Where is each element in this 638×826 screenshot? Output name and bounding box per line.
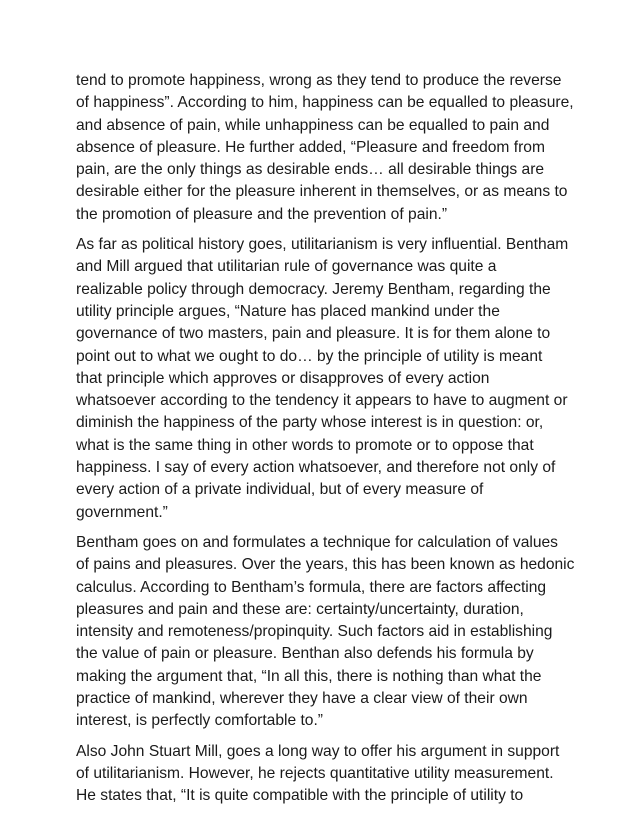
text-line: governance of two masters, pain and pleasure. It is for them alone to [76,325,551,343]
text-line: government.” [76,503,168,521]
text-line: As far as political history goes, utilitarianism is very influential. Bentham [76,236,569,254]
text-line: interest, is perfectly comfortable to.” [76,712,323,730]
text-line: pain, are the only things as desirable ends… all desirable things are [76,161,545,179]
text-line: point out to what we ought to do… by the principle of utility is meant [76,347,543,365]
paragraph-3 [76,532,575,733]
text-line: desirable either for the pleasure inherent in themselves, or as means to [76,183,568,201]
text-line: the promotion of pleasure and the prevention of pain.” [76,205,448,223]
text-line: He states that, “It is quite compatible with the principle of utility to [76,787,524,805]
text-line: realizable policy through democracy. Jeremy Bentham, regarding the [76,280,551,298]
text-line: diminish the happiness of the party whose interest is in question: or, [76,414,544,432]
text-line: tend to promote happiness, wrong as they tend to produce the reverse [76,72,562,89]
text-line: the value of pain or pleasure. Benthan also defends his formula by [76,645,534,663]
text-line: of pains and pleasures. Over the years, this has been known as hedonic [76,556,575,574]
text-line: pleasures and pain and these are: certainty/uncertainty, duration, [76,600,524,618]
text-line: of happiness”. According to him, happiness can be equalled to pleasure, [76,94,574,112]
text-line: utility principle argues, “Nature has placed mankind under the [76,302,500,320]
text-line: calculus. According to Bentham’s formula, there are factors affecting [76,578,547,596]
text-line: and Mill argued that utilitarian rule of governance was quite a [76,258,497,276]
text-line: absence of pleasure. He further added, “Pleasure and freedom from [76,138,545,156]
text-line: what is the same thing in other words to promote or to oppose that [76,436,534,454]
text-line: every action of a private individual, but of every measure of [76,481,484,499]
paragraph-2 [76,234,569,524]
text-line: Also John Stuart Mill, goes a long way to offer his argument in support [76,742,560,760]
text-line: that principle which approves or disapproves of every action [76,369,490,387]
text-line: and absence of pain, while unhappiness can be equalled to pain and [76,116,550,134]
text-line: intensity and remoteness/propinquity. Such factors aid in establishing [76,623,553,641]
text-line: whatsoever according to the tendency it appears to have to augment or [76,392,568,410]
document-body [76,70,575,816]
text-line: happiness. I say of every action whatsoever, and therefore not only of [76,459,556,477]
paragraph-1 [76,70,574,226]
text-line: practice of mankind, wherever they have a clear view of their own [76,690,528,708]
text-line: Bentham goes on and formulates a technique for calculation of values [76,533,558,551]
paragraph-4 [76,741,566,808]
text-line: of utilitarianism. However, he rejects quantitative utility measurement. [76,764,554,782]
text-line: making the argument that, “In all this, there is nothing than what the [76,667,542,685]
